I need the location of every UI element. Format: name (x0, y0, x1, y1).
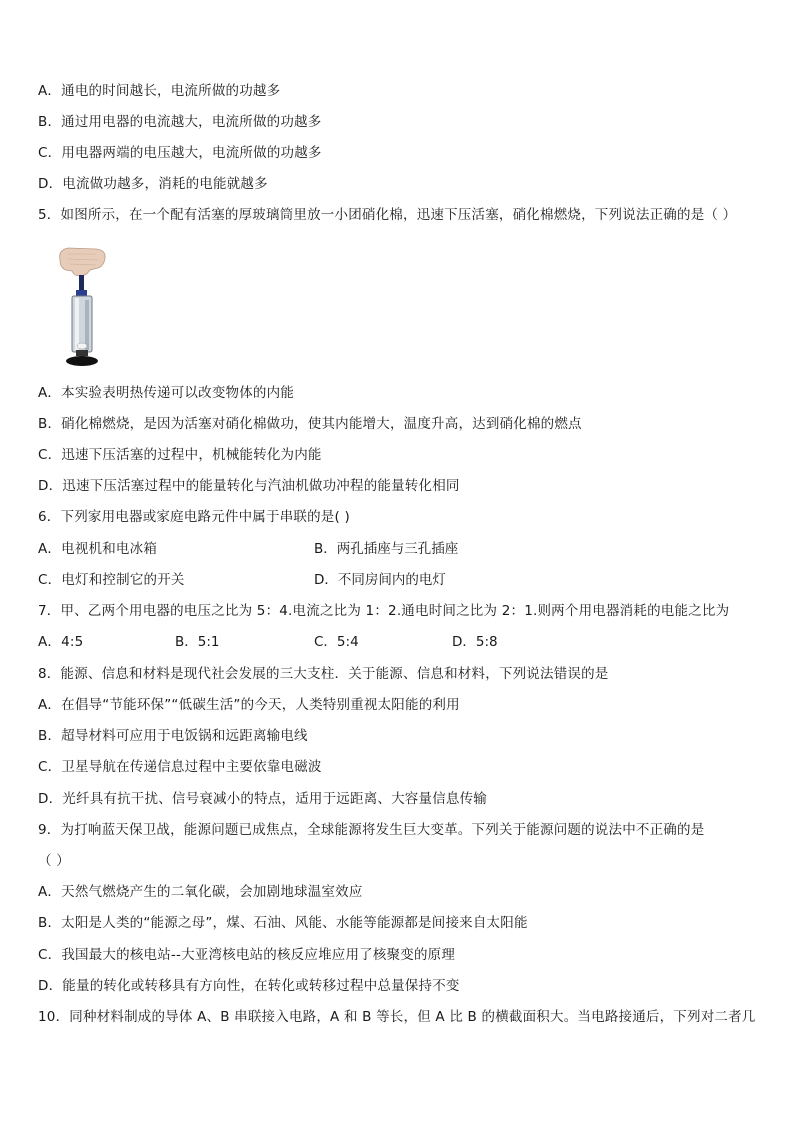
q7-option-a: A．4:5 (38, 634, 84, 650)
q9-option-a: A．天然气燃烧产生的二氧化碳，会加剧地球温室效应 (38, 884, 363, 900)
q4-option-d: D．电流做功越多，消耗的电能就越多 (38, 176, 268, 192)
q10-stem: 10．同种材料制成的导体 A、B 串联接入电路，A 和 B 等长，但 A 比 B 的横截面积大。当电路接通后，下列对二者几 (38, 1009, 756, 1025)
q7-option-d: D．5:8 (452, 634, 498, 650)
piston-cylinder-illustration (56, 246, 108, 368)
q8-option-b: B．超导材料可应用于电饭锅和远距离输电线 (38, 728, 308, 744)
q6-stem: 6．下列家用电器或家庭电路元件中属于串联的是( ) (38, 509, 350, 525)
piston-cylinder-figure (56, 246, 108, 368)
q8-stem: 8．能源、信息和材料是现代社会发展的三大支柱．关于能源、信息和材料，下列说法错误的是 (38, 666, 609, 682)
q8-option-d: D．光纤具有抗干扰、信号衰减小的特点，适用于远距离、大容量信息传输 (38, 791, 487, 807)
q5-option-d: D．迅速下压活塞过程中的能量转化与汽油机做功冲程的能量转化相同 (38, 478, 460, 494)
q7-stem: 7．甲、乙两个用电器的电压之比为 5：4.电流之比为 1：2.通电时间之比为 2：1.则两个用电器消耗的电能之比为 (38, 603, 730, 619)
q4-option-b: B．通过用电器的电流越大，电流所做的功越多 (38, 114, 322, 130)
q5-option-a: A．本实验表明热传递可以改变物体的内能 (38, 385, 295, 401)
q8-option-c: C．卫星导航在传递信息过程中主要依靠电磁波 (38, 759, 322, 775)
q7-option-b: B．5:1 (175, 634, 220, 650)
q4-option-c: C．用电器两端的电压越大，电流所做的功越多 (38, 145, 322, 161)
q4-option-a: A．通电的时间越长，电流所做的功越多 (38, 83, 281, 99)
q5-option-c: C．迅速下压活塞的过程中，机械能转化为内能 (38, 447, 322, 463)
q6-option-d: D．不同房间内的电灯 (314, 572, 446, 588)
q6-option-a: A．电视机和电冰箱 (38, 541, 158, 557)
q7-option-c: C．5:4 (314, 634, 359, 650)
q9-option-c: C．我国最大的核电站--大亚湾核电站的核反应堆应用了核聚变的原理 (38, 947, 456, 963)
q9-option-b: B．太阳是人类的“能源之母”，煤、石油、风能、水能等能源都是间接来自太阳能 (38, 915, 528, 931)
q6-option-b: B．两孔插座与三孔插座 (314, 541, 459, 557)
q5-option-b: B．硝化棉燃烧，是因为活塞对硝化棉做功，使其内能增大，温度升高，达到硝化棉的燃点 (38, 416, 582, 432)
q6-option-c: C．电灯和控制它的开关 (38, 572, 185, 588)
q9-option-d: D．能量的转化或转移具有方向性，在转化或转移过程中总量保持不变 (38, 978, 460, 994)
q8-option-a: A．在倡导“节能环保”“低碳生活”的今天，人类特别重视太阳能的利用 (38, 697, 460, 713)
q9-stem-continuation: （ ） (38, 853, 70, 869)
q5-stem: 5．如图所示，在一个配有活塞的厚玻璃筒里放一小团硝化棉，迅速下压活塞，硝化棉燃烧，下列说法正确的是（ ） (38, 207, 737, 223)
q9-stem: 9．为打响蓝天保卫战，能源问题已成焦点，全球能源将发生巨大变革。下列关于能源问题的说法中不正确的是 (38, 822, 705, 838)
